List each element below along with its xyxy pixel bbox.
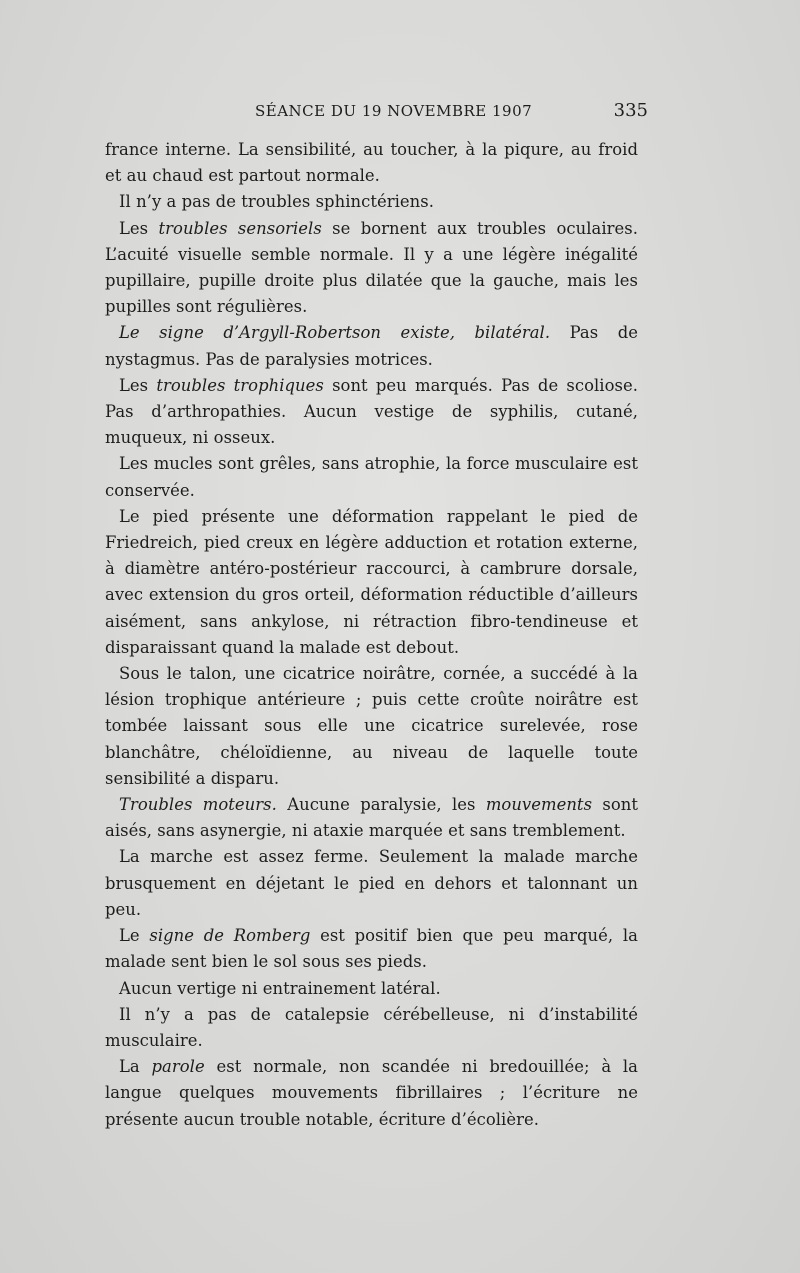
text-run: Le pied présente une déformation rappelant le pied de Friedreich, pied creux en légère adduction et rotation externe, à diamètre antéro-postérieur raccourci, à cambrure dorsale, avec extension du gros orteil, déformation réductible d’ailleurs aisément, sans ankylose, ni rétraction fibro-tendineuse et disparaissant quand la malade est debout. <box>105 506 638 657</box>
text-run: Les <box>119 218 159 238</box>
text-run: Pas de nystagmus. Pas de paralysies motrices. <box>105 323 639 369</box>
paragraph <box>105 451 638 503</box>
paragraph <box>105 1002 638 1054</box>
paragraph <box>105 661 638 792</box>
text-run: sont aisés, sans asynergie, ni ataxie marquée et sans tremblement. <box>105 795 638 841</box>
paragraph <box>105 216 638 321</box>
text-run: Sous le talon, une cicatrice noirâtre, cornée, a succédé à la lésion trophique antérieure ; puis cette croûte noirâtre est tombée laissant sous elle une cicatrice surelevée, rose blanchâtre, chéloïdienne, au niveau de laquelle toute sensibilité a disparu. <box>105 664 638 788</box>
italic-term: Le signe d’Argyll-Robertson existe, bilatéral. <box>119 323 551 343</box>
paragraph <box>105 189 638 215</box>
text-run: La marche est assez ferme. Seulement la malade marche brusquement en déjetant le pied en dehors et talonnant un peu. <box>105 847 638 919</box>
text-run: est positif bien que peu marqué, la malade sent bien le sol sous ses pieds. <box>105 926 638 972</box>
paragraph <box>105 976 638 1002</box>
paragraph <box>105 320 638 372</box>
italic-term: Troubles moteurs. <box>119 795 277 815</box>
italic-term: troubles sensoriels <box>158 218 322 238</box>
paragraph <box>105 792 638 844</box>
paragraph <box>105 923 638 975</box>
italic-term: signe de Romberg <box>149 926 311 946</box>
text-run: sont peu marqués. Pas de scoliose. Pas d’arthropathies. Aucun vestige de syphilis, cutané, muqueux, ni osseux. <box>105 375 638 448</box>
text-run: Aucun vertige ni entrainement latéral. <box>119 978 441 998</box>
running-title: SÉANCE DU 19 NOVEMBRE 1907 <box>255 102 533 120</box>
paragraph <box>105 373 638 452</box>
paragraph <box>105 504 638 661</box>
text-run: Il n’y a pas de troubles sphinctériens. <box>119 192 434 212</box>
text-run: Les mucles sont grêles, sans atrophie, la force musculaire est conservée. <box>105 454 638 500</box>
page-header <box>105 102 648 126</box>
body-text <box>105 137 638 1133</box>
italic-term: mouvements <box>485 795 593 815</box>
paragraph <box>105 137 638 189</box>
text-run: Il n’y a pas de catalepsie cérébelleuse, ni d’instabilité musculaire. <box>105 1004 638 1050</box>
italic-term: parole <box>151 1057 205 1077</box>
text-run: Aucune paralysie, les <box>276 795 486 815</box>
text-run: est normale, non scandée ni bredouillée; à la langue quelques mouvements fibrillaires ; l’écriture ne présente aucun trouble notable, écriture d’écolière. <box>105 1057 638 1129</box>
paragraph <box>105 1054 638 1133</box>
paragraph <box>105 844 638 923</box>
text-run: Le <box>119 926 150 946</box>
text-run: La <box>119 1057 152 1077</box>
italic-term: troubles trophiques <box>156 375 324 395</box>
text-run: france interne. La sensibilité, au toucher, à la piqure, au froid et au chaud est partout normale. <box>105 140 638 186</box>
text-run: Les <box>119 375 157 395</box>
text-run: se bornent aux troubles oculaires. L’acuité visuelle semble normale. Il y a une légère inégalité pupillaire, pupille droite plus dilatée que la gauche, mais les pupilles sont régulières. <box>105 218 639 317</box>
page-number: 335 <box>613 100 648 121</box>
